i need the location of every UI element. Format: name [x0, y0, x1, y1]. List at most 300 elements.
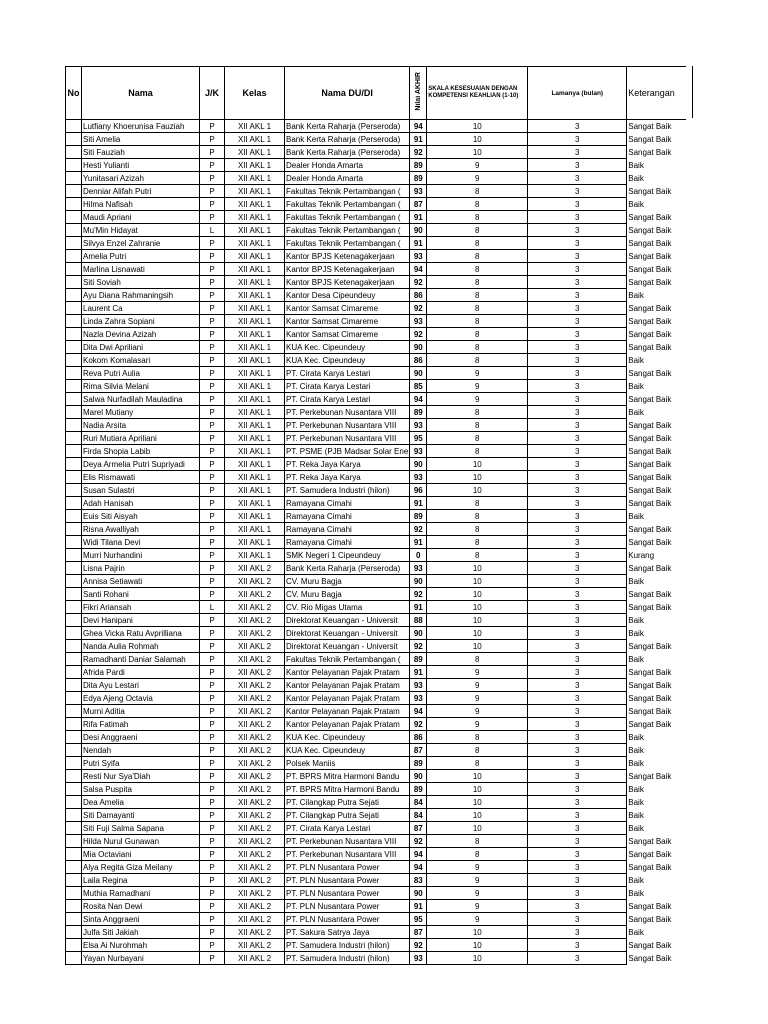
cell-nama: Ruri Mutiara Apriliani: [82, 432, 200, 445]
cell-keterangan: Sangat Baik: [627, 445, 686, 458]
cell-skala: 10: [427, 575, 528, 588]
cell-no: [66, 497, 82, 510]
cell-nama: Julfa Siti Jakiah: [82, 926, 200, 939]
cell-kelas: XII AKL 2: [225, 705, 285, 718]
cell-no: [66, 445, 82, 458]
cell-skala: 9: [427, 692, 528, 705]
cell-nilai: 92: [410, 523, 427, 536]
cell-no: [66, 250, 82, 263]
cell-no: [66, 640, 82, 653]
cell-kelas: XII AKL 1: [225, 250, 285, 263]
cell-lamanya: 3: [528, 172, 627, 185]
cell-dudi: Fakultas Teknik Pertambangan (: [285, 198, 410, 211]
cell-no: [66, 276, 82, 289]
cell-skala: 8: [427, 211, 528, 224]
cell-jk: L: [200, 224, 225, 237]
cell-nama: Murni Aditia: [82, 705, 200, 718]
cell-no: [66, 419, 82, 432]
cell-dudi: CV. Rio Migas Utama: [285, 601, 410, 614]
cell-no: [66, 536, 82, 549]
table-row: [66, 250, 686, 263]
cell-nama: Yunitasari Azizah: [82, 172, 200, 185]
table-row: [66, 510, 686, 523]
cell-dudi: Kantor Desa Cipeundeuy: [285, 289, 410, 302]
cell-no: [66, 809, 82, 822]
cell-nama: Linda Zahra Sopiani: [82, 315, 200, 328]
table-row: [66, 146, 686, 159]
cell-jk: P: [200, 731, 225, 744]
cell-dudi: PT. Perkebunan Nusantara VIII: [285, 432, 410, 445]
cell-jk: P: [200, 757, 225, 770]
table-row: [66, 341, 686, 354]
cell-lamanya: 3: [528, 393, 627, 406]
cell-no: [66, 679, 82, 692]
table-row: [66, 731, 686, 744]
cell-kelas: XII AKL 1: [225, 406, 285, 419]
table-row: [66, 328, 686, 341]
cell-nama: Marel Mutiany: [82, 406, 200, 419]
cell-keterangan: Baik: [627, 289, 686, 302]
cell-dudi: PT. Samudera Industri (hilon): [285, 484, 410, 497]
cell-dudi: PT. Cilangkap Putra Sejati: [285, 809, 410, 822]
cell-keterangan: Sangat Baik: [627, 146, 686, 159]
cell-nama: Nendah: [82, 744, 200, 757]
table-row: [66, 588, 686, 601]
table-row: [66, 354, 686, 367]
cell-dudi: Dealer Honda Amarta: [285, 172, 410, 185]
cell-dudi: KUA Kec. Cipeundeuy: [285, 341, 410, 354]
cell-nilai: 86: [410, 289, 427, 302]
table-row: [66, 926, 686, 939]
cell-keterangan: Sangat Baik: [627, 237, 686, 250]
cell-dudi: PT. PSME (PJB Madsar Solar Ene: [286, 446, 409, 456]
cell-nilai: 89: [410, 653, 427, 666]
cell-nilai: 91: [410, 666, 427, 679]
cell-jk: P: [200, 484, 225, 497]
cell-jk: P: [200, 783, 225, 796]
cell-skala: 9: [427, 679, 528, 692]
cell-keterangan: Sangat Baik: [627, 705, 686, 718]
cell-skala: 10: [427, 458, 528, 471]
cell-keterangan: Sangat Baik: [627, 692, 686, 705]
cell-nama: Reva Putri Aulia: [82, 367, 200, 380]
cell-lamanya: 3: [528, 744, 627, 757]
cell-lamanya: 3: [528, 809, 627, 822]
cell-lamanya: 3: [528, 679, 627, 692]
cell-nama: Ayu Diana Rahmaningsih: [82, 289, 200, 302]
table-row: [66, 133, 686, 146]
cell-nilai: 94: [410, 120, 427, 133]
cell-dudi: KUA Kec. Cipeundeuy: [285, 354, 410, 367]
cell-skala: 8: [427, 250, 528, 263]
table-row: [66, 809, 686, 822]
cell-lamanya: 3: [528, 276, 627, 289]
cell-jk: P: [200, 627, 225, 640]
table-row: [66, 523, 686, 536]
cell-keterangan: Baik: [627, 172, 686, 185]
cell-jk: P: [200, 926, 225, 939]
table-row: [66, 406, 686, 419]
table-row: [66, 679, 686, 692]
cell-nama: Santi Rohani: [82, 588, 200, 601]
cell-lamanya: 3: [528, 549, 627, 562]
cell-dudi: PT. Cirata Karya Lestari: [285, 393, 410, 406]
header-keterangan: Keterangan: [627, 67, 686, 120]
cell-skala: 10: [427, 562, 528, 575]
cell-jk: P: [200, 887, 225, 900]
cell-jk: P: [200, 328, 225, 341]
cell-skala: 10: [427, 484, 528, 497]
cell-kelas: XII AKL 1: [225, 133, 285, 146]
cell-jk: P: [200, 237, 225, 250]
cell-nilai: 90: [410, 458, 427, 471]
table-header: [66, 67, 686, 120]
cell-skala: 9: [427, 367, 528, 380]
cell-skala: 8: [427, 224, 528, 237]
table-row: [66, 861, 686, 874]
cell-skala: 9: [427, 887, 528, 900]
cell-dudi: Kantor Pelayanan Pajak Pratam: [285, 666, 410, 679]
cell-kelas: XII AKL 1: [225, 380, 285, 393]
cell-kelas: XII AKL 2: [225, 744, 285, 757]
cell-skala: 8: [427, 848, 528, 861]
cell-jk: P: [200, 822, 225, 835]
table-row: [66, 692, 686, 705]
cell-kelas: XII AKL 2: [225, 640, 285, 653]
cell-lamanya: 3: [528, 757, 627, 770]
cell-skala: 10: [427, 471, 528, 484]
cell-kelas: XII AKL 2: [225, 848, 285, 861]
cell-nilai: 93: [410, 445, 427, 458]
cell-skala: 9: [427, 666, 528, 679]
table-row: [66, 289, 686, 302]
cell-kelas: XII AKL 2: [225, 809, 285, 822]
cell-nama: Siti Fuji Salma Sapana: [82, 822, 200, 835]
table-row: [66, 263, 686, 276]
cell-skala: 8: [427, 302, 528, 315]
cell-keterangan: Sangat Baik: [627, 432, 686, 445]
cell-nilai: 92: [410, 328, 427, 341]
cell-no: [66, 315, 82, 328]
table-row: [66, 835, 686, 848]
cell-kelas: XII AKL 2: [225, 757, 285, 770]
cell-skala: 8: [427, 757, 528, 770]
cell-nilai: 92: [410, 640, 427, 653]
cell-no: [66, 952, 82, 965]
cell-nilai: 93: [410, 952, 427, 965]
cell-keterangan: Sangat Baik: [627, 939, 686, 952]
cell-jk: P: [200, 536, 225, 549]
cell-lamanya: 3: [528, 250, 627, 263]
cell-skala: 8: [427, 523, 528, 536]
cell-nama: Muthia Ramadhani: [82, 887, 200, 900]
cell-nama: Siti Soviah: [82, 276, 200, 289]
table-row: [66, 666, 686, 679]
cell-nama: Adah Hanisah: [82, 497, 200, 510]
cell-no: [66, 900, 82, 913]
cell-dudi: SMK Negeri 1 Cipeundeuy: [285, 549, 410, 562]
cell-lamanya: 3: [528, 120, 627, 133]
cell-keterangan: Baik: [627, 510, 686, 523]
cell-jk: P: [200, 159, 225, 172]
cell-nilai: 90: [410, 367, 427, 380]
cell-kelas: XII AKL 1: [225, 120, 285, 133]
cell-kelas: XII AKL 1: [225, 237, 285, 250]
cell-kelas: XII AKL 1: [225, 471, 285, 484]
cell-no: [66, 848, 82, 861]
cell-nama: Dea Amelia: [82, 796, 200, 809]
cell-keterangan: Baik: [627, 198, 686, 211]
cell-nilai: 91: [410, 900, 427, 913]
cell-nama: Elis Rismawati: [82, 471, 200, 484]
cell-dudi: PT. Samudera Industri (hilon): [285, 952, 410, 965]
cell-lamanya: 3: [528, 211, 627, 224]
spreadsheet-sheet: [65, 66, 686, 965]
cell-keterangan: Sangat Baik: [627, 835, 686, 848]
cell-keterangan: Baik: [627, 783, 686, 796]
cell-nama: Rima Silvia Melani: [82, 380, 200, 393]
cell-lamanya: 3: [528, 263, 627, 276]
cell-skala: 8: [427, 497, 528, 510]
table-row: [66, 705, 686, 718]
cell-nilai: 89: [410, 783, 427, 796]
cell-keterangan: Baik: [627, 744, 686, 757]
cell-lamanya: 3: [528, 289, 627, 302]
cell-dudi: PT. PLN Nusantara Power: [285, 900, 410, 913]
cell-keterangan: Baik: [627, 874, 686, 887]
cell-dudi: CV. Muru Bagja: [285, 588, 410, 601]
cell-no: [66, 120, 82, 133]
cell-no: [66, 146, 82, 159]
cell-jk: P: [200, 562, 225, 575]
header-no: No: [66, 67, 82, 120]
cell-jk: P: [200, 315, 225, 328]
table-row: [66, 419, 686, 432]
cell-kelas: XII AKL 2: [225, 653, 285, 666]
cell-nilai: 91: [410, 601, 427, 614]
cell-nilai: 86: [410, 731, 427, 744]
cell-no: [66, 172, 82, 185]
cell-no: [66, 861, 82, 874]
table-row: [66, 744, 686, 757]
cell-nama: Edya Ajeng Octavia: [82, 692, 200, 705]
cell-lamanya: 3: [528, 939, 627, 952]
cell-jk: P: [200, 900, 225, 913]
cell-no: [66, 432, 82, 445]
table-row: [66, 783, 686, 796]
cell-dudi: Ramayana Cimahi: [285, 536, 410, 549]
student-internship-table: [65, 66, 686, 965]
cell-kelas: XII AKL 1: [225, 172, 285, 185]
cell-skala: 8: [427, 276, 528, 289]
cell-kelas: XII AKL 1: [225, 458, 285, 471]
cell-dudi: Ramayana Cimahi: [285, 510, 410, 523]
cell-keterangan: Sangat Baik: [627, 367, 686, 380]
cell-kelas: XII AKL 2: [225, 861, 285, 874]
cell-keterangan: Sangat Baik: [627, 250, 686, 263]
cell-nama: Hesti Yulianti: [82, 159, 200, 172]
cell-jk: P: [200, 380, 225, 393]
cell-kelas: XII AKL 2: [225, 718, 285, 731]
cell-nilai: 83: [410, 874, 427, 887]
cell-dudi: Fakultas Teknik Pertambangan (: [285, 653, 410, 666]
table-row: [66, 627, 686, 640]
cell-jk: P: [200, 471, 225, 484]
cell-lamanya: 3: [528, 887, 627, 900]
table-row: [66, 536, 686, 549]
cell-nama: Salsa Puspita: [82, 783, 200, 796]
cell-no: [66, 263, 82, 276]
cell-nama: Putri Syifa: [82, 757, 200, 770]
cell-nama: Resti Nur Sya'Diah: [82, 770, 200, 783]
cell-dudi: PT. PLN Nusantara Power: [285, 887, 410, 900]
cell-lamanya: 3: [528, 614, 627, 627]
cell-nilai: 94: [410, 861, 427, 874]
cell-lamanya: 3: [528, 159, 627, 172]
cell-keterangan: Sangat Baik: [627, 120, 686, 133]
cell-jk: P: [200, 575, 225, 588]
cell-lamanya: 3: [528, 406, 627, 419]
cell-dudi: Fakultas Teknik Pertambangan (: [285, 185, 410, 198]
cell-nama: Nadia Arsita: [82, 419, 200, 432]
cell-skala: 9: [427, 380, 528, 393]
table-row: [66, 458, 686, 471]
cell-nama: Widi Tilana Devi: [82, 536, 200, 549]
cell-dudi: PT. Perkebunan Nusantara VIII: [285, 835, 410, 848]
cell-no: [66, 224, 82, 237]
cell-nilai: 90: [410, 770, 427, 783]
cell-dudi: Fakultas Teknik Pertambangan (: [285, 237, 410, 250]
cell-kelas: XII AKL 2: [225, 666, 285, 679]
cell-jk: P: [200, 211, 225, 224]
cell-kelas: XII AKL 2: [225, 887, 285, 900]
cell-keterangan: Sangat Baik: [627, 718, 686, 731]
cell-keterangan: Sangat Baik: [627, 900, 686, 913]
cell-skala: 8: [427, 432, 528, 445]
cell-lamanya: 3: [528, 497, 627, 510]
table-row: [66, 367, 686, 380]
table-row: [66, 549, 686, 562]
cell-lamanya: 3: [528, 913, 627, 926]
cell-jk: P: [200, 718, 225, 731]
cell-nilai: 90: [410, 627, 427, 640]
cell-keterangan: Sangat Baik: [627, 484, 686, 497]
cell-nilai: 92: [410, 276, 427, 289]
cell-kelas: XII AKL 2: [225, 614, 285, 627]
cell-nilai: 89: [410, 510, 427, 523]
cell-jk: P: [200, 276, 225, 289]
cell-kelas: XII AKL 1: [225, 315, 285, 328]
cell-keterangan: Sangat Baik: [627, 302, 686, 315]
cell-nama: Laila Regina: [82, 874, 200, 887]
cell-keterangan: Baik: [627, 926, 686, 939]
table-body: [66, 120, 686, 965]
cell-jk: P: [200, 393, 225, 406]
cell-keterangan: Baik: [627, 822, 686, 835]
table-row: [66, 432, 686, 445]
cell-kelas: XII AKL 1: [225, 419, 285, 432]
cell-jk: P: [200, 861, 225, 874]
cell-no: [66, 354, 82, 367]
cell-dudi: PT. Samudera Industri (hilon): [285, 939, 410, 952]
cell-no: [66, 731, 82, 744]
cell-skala: 8: [427, 445, 528, 458]
cell-keterangan: Sangat Baik: [627, 458, 686, 471]
cell-nilai: 87: [410, 744, 427, 757]
cell-lamanya: 3: [528, 666, 627, 679]
cell-no: [66, 770, 82, 783]
cell-dudi: Kantor Pelayanan Pajak Pratam: [285, 718, 410, 731]
cell-skala: 9: [427, 900, 528, 913]
table-row: [66, 159, 686, 172]
cell-nama: Yayan Nurbayani: [82, 952, 200, 965]
cell-nama: Nanda Aulia Rohmah: [82, 640, 200, 653]
cell-kelas: XII AKL 2: [225, 562, 285, 575]
cell-lamanya: 3: [528, 198, 627, 211]
table-row: [66, 276, 686, 289]
cell-nama: Siti Amelia: [82, 133, 200, 146]
cell-jk: P: [200, 510, 225, 523]
cell-dudi: PT. Perkebunan Nusantara VIII: [285, 419, 410, 432]
cell-lamanya: 3: [528, 419, 627, 432]
cell-nama: Dita Dwi Apriliani: [82, 341, 200, 354]
cell-nilai: 90: [410, 887, 427, 900]
cell-jk: P: [200, 679, 225, 692]
cell-jk: P: [200, 614, 225, 627]
cell-lamanya: 3: [528, 471, 627, 484]
cell-lamanya: 3: [528, 835, 627, 848]
cell-skala: 8: [427, 237, 528, 250]
cell-jk: P: [200, 588, 225, 601]
table-row: [66, 822, 686, 835]
cell-nama: Lutfiany Khoerunisa Fauziah: [82, 120, 200, 133]
cell-lamanya: 3: [528, 380, 627, 393]
cell-nilai: 92: [410, 835, 427, 848]
cell-keterangan: Sangat Baik: [627, 679, 686, 692]
cell-nilai: 94: [410, 705, 427, 718]
cell-jk: P: [200, 653, 225, 666]
cell-skala: 10: [427, 146, 528, 159]
cell-lamanya: 3: [528, 718, 627, 731]
cell-no: [66, 666, 82, 679]
cell-skala: 8: [427, 406, 528, 419]
cell-skala: 10: [427, 796, 528, 809]
cell-skala: 9: [427, 172, 528, 185]
cell-no: [66, 796, 82, 809]
cell-jk: L: [200, 601, 225, 614]
cell-lamanya: 3: [528, 692, 627, 705]
cell-nama: Ramadhanti Daniar Salamah: [82, 653, 200, 666]
cell-nama: Murri Nurhandini: [82, 549, 200, 562]
cell-nama: Susan Sulastri: [82, 484, 200, 497]
cell-kelas: XII AKL 2: [225, 627, 285, 640]
cell-lamanya: 3: [528, 588, 627, 601]
header-nilai-cell: [410, 67, 427, 120]
cell-lamanya: 3: [528, 315, 627, 328]
cell-keterangan: Sangat Baik: [627, 276, 686, 289]
cell-kelas: XII AKL 1: [225, 432, 285, 445]
cell-keterangan: Sangat Baik: [627, 497, 686, 510]
cell-nama: Firda Shopia Labib: [82, 445, 200, 458]
cell-nama: Risna Awalliyah: [82, 523, 200, 536]
cell-kelas: XII AKL 1: [225, 393, 285, 406]
cell-keterangan: Sangat Baik: [627, 341, 686, 354]
cell-nilai: 90: [410, 224, 427, 237]
table-row: [66, 198, 686, 211]
cell-jk: P: [200, 874, 225, 887]
cell-no: [66, 523, 82, 536]
cell-keterangan: Sangat Baik: [627, 133, 686, 146]
